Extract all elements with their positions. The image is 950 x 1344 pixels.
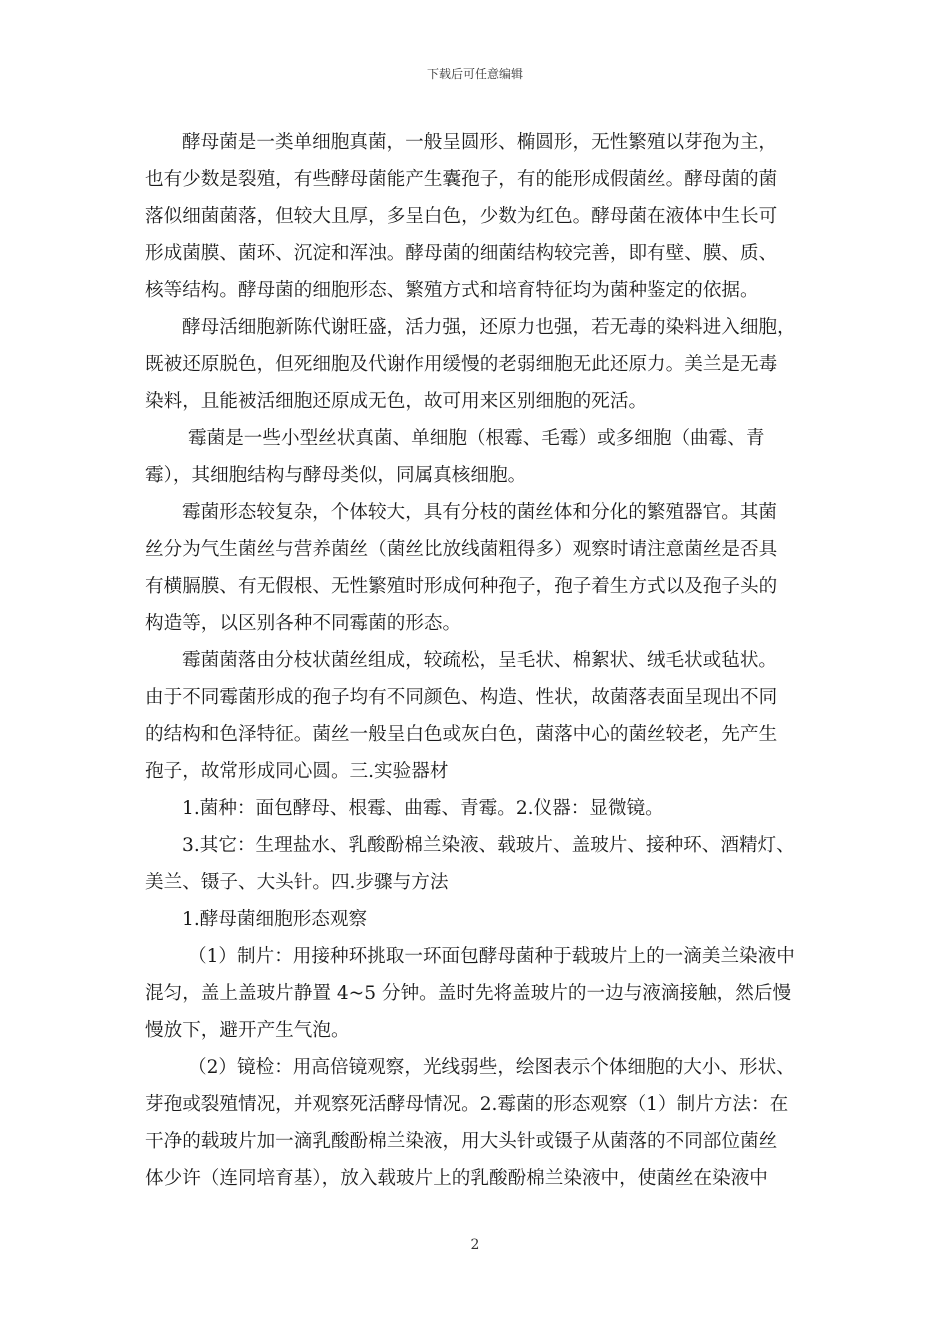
text-line: 形成菌膜、菌环、沉淀和浑浊。酵母菌的细菌结构较完善，即有壁、膜、质、: [145, 243, 778, 264]
text-line: 体少许（连同培育基），放入载玻片上的乳酸酚棉兰染液中，使菌丝在染液中: [145, 1168, 768, 1189]
text-line: 1.菌种：面包酵母、根霉、曲霉、青霉。2.仪器：显微镜。: [182, 798, 664, 819]
text-line: 落似细菌菌落，但较大且厚，多呈白色，少数为红色。酵母菌在液体中生长可: [145, 206, 778, 227]
text-line: 既被还原脱色，但死细胞及代谢作用缓慢的老弱细胞无此还原力。美兰是无毒: [145, 354, 778, 375]
text-line: 由于不同霉菌形成的孢子均有不同颜色、构造、性状，故菌落表面呈现出不同: [145, 687, 778, 708]
text-line: 的结构和色泽特征。菌丝一般呈白色或灰白色，菌落中心的菌丝较老，先产生: [145, 724, 778, 745]
text-line: 构造等，以区别各种不同霉菌的形态。: [145, 613, 462, 634]
text-line: 干净的载玻片加一滴乳酸酚棉兰染液，用大头针或镊子从菌落的不同部位菌丝: [145, 1131, 778, 1152]
text-line: 霉菌菌落由分枝状菌丝组成，较疏松，呈毛状、棉絮状、绒毛状或毡状。: [182, 650, 778, 671]
text-line: （1）制片：用接种环挑取一环面包酵母菌种于载玻片上的一滴美兰染液中: [188, 946, 795, 967]
text-line: 酵母菌是一类单细胞真菌，一般呈圆形、椭圆形，无性繁殖以芽孢为主，: [182, 132, 778, 153]
text-line: 霉菌形态较复杂，个体较大，具有分枝的菌丝体和分化的繁殖器官。其菌: [182, 502, 778, 523]
text-line: 1.酵母菌细胞形态观察: [182, 909, 368, 930]
text-line: 慢放下，避开产生气泡。: [145, 1020, 350, 1041]
page-header: 下载后可任意编辑: [426, 67, 523, 81]
text-line: 有横膈膜、有无假根、无性繁殖时形成何种孢子，孢子着生方式以及孢子头的: [145, 576, 778, 597]
text-line: 美兰、镊子、大头针。四.步骤与方法: [145, 872, 449, 893]
text-line: （2）镜检：用高倍镜观察，光线弱些，绘图表示个体细胞的大小、形状、: [188, 1057, 795, 1078]
document-body: [145, 124, 817, 1197]
text-line: 丝分为气生菌丝与营养菌丝（菌丝比放线菌粗得多）观察时请注意菌丝是否具: [145, 539, 778, 560]
text-line: 孢子，故常形成同心圆。三.实验器材: [145, 761, 449, 782]
text-line: 也有少数是裂殖，有些酵母菌能产生囊孢子，有的能形成假菌丝。酵母菌的菌: [145, 169, 778, 190]
text-line: 霉菌是一些小型丝状真菌、单细胞（根霉、毛霉）或多细胞（曲霉、青: [188, 428, 765, 449]
text-line: 核等结构。酵母菌的细胞形态、繁殖方式和培育特征均为菌种鉴定的依据。: [145, 280, 759, 301]
text-line: 芽孢或裂殖情况，并观察死活酵母情况。2.霉菌的形态观察（1）制片方法：在: [145, 1094, 789, 1115]
text-line: 染料，且能被活细胞还原成无色，故可用来区别细胞的死活。: [145, 391, 648, 412]
text-line: 3.其它：生理盐水、乳酸酚棉兰染液、载玻片、盖玻片、接种环、酒精灯、: [182, 835, 795, 856]
text-line: 霉），其细胞结构与酵母类似，同属真核细胞。: [145, 465, 527, 486]
text-line: 酵母活细胞新陈代谢旺盛，活力强，还原力也强，若无毒的染料进入细胞，: [182, 317, 796, 338]
page-number: 2: [470, 1237, 480, 1253]
text-line: 混匀，盖上盖玻片静置 4~5 分钟。盖时先将盖玻片的一边与液滴接触，然后慢: [145, 983, 792, 1004]
